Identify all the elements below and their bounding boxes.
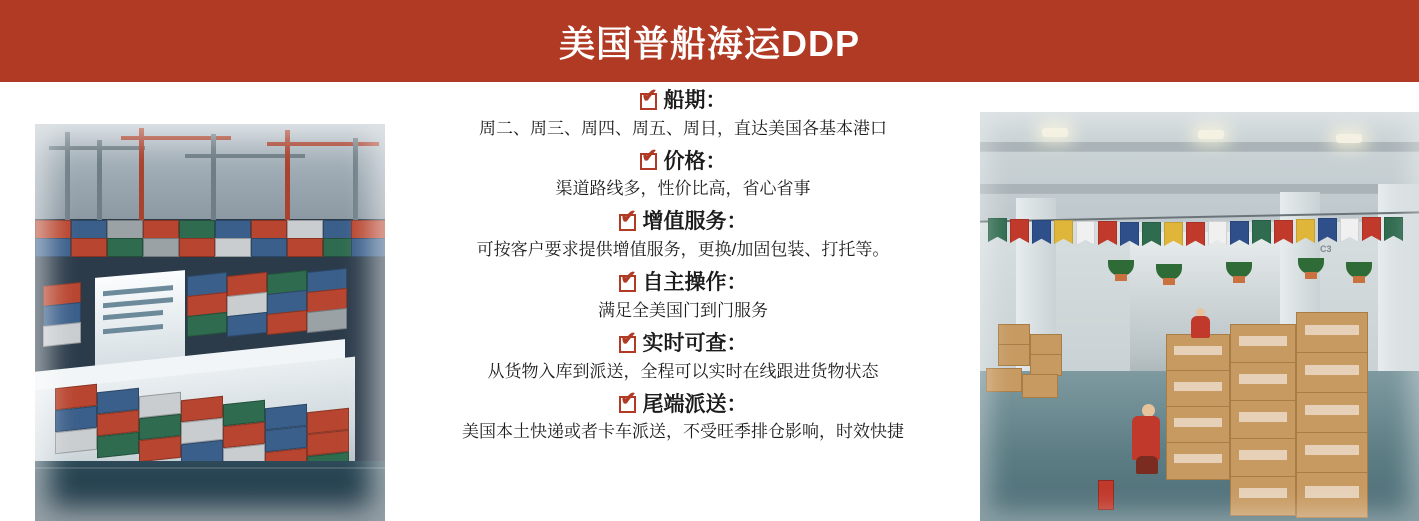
feature-description: 渠道路线多，性价比高，省心省事 bbox=[555, 179, 811, 199]
shipping-container bbox=[179, 220, 215, 239]
shipping-container bbox=[187, 312, 227, 337]
crane-boom bbox=[49, 146, 145, 150]
check-box-icon: ✔ bbox=[640, 93, 657, 110]
ceiling-lamp bbox=[1042, 128, 1068, 137]
worker-legs bbox=[1136, 456, 1158, 474]
shipping-container bbox=[227, 312, 267, 337]
worker-torso bbox=[1191, 316, 1210, 338]
cardboard-box bbox=[1166, 406, 1230, 444]
feature-title: 自主操作： bbox=[642, 271, 748, 295]
feature-description: 可按客户要求提供增值服务，更换/加固包装、打托等。 bbox=[476, 240, 890, 260]
feature-heading bbox=[640, 146, 727, 175]
cardboard-box bbox=[1230, 400, 1296, 440]
page-title: 美国普船海运DDP bbox=[558, 22, 860, 64]
shipping-container bbox=[97, 432, 139, 458]
aisle-sign: C3 bbox=[1320, 244, 1332, 254]
shipping-container bbox=[179, 238, 215, 257]
container-ship-at-port-photo bbox=[35, 124, 385, 521]
shipping-container bbox=[143, 238, 179, 257]
feature-list bbox=[390, 82, 976, 521]
cardboard-box bbox=[1230, 438, 1296, 478]
list-item bbox=[390, 209, 976, 261]
page-banner bbox=[0, 0, 1419, 82]
shipping-container bbox=[215, 220, 251, 239]
feature-title: 尾端派送： bbox=[642, 392, 748, 416]
shipping-container bbox=[287, 238, 323, 257]
list-item bbox=[390, 328, 976, 383]
bridge-window bbox=[103, 310, 163, 320]
ceiling-beam bbox=[980, 184, 1419, 193]
cardboard-box bbox=[1296, 392, 1368, 434]
feature-title: 船期： bbox=[663, 89, 727, 112]
cardboard-box bbox=[1166, 442, 1230, 480]
cardboard-box bbox=[1296, 472, 1368, 518]
feature-description: 周二、周三、周四、周五、周日，直达美国各基本港口 bbox=[479, 118, 887, 138]
shipping-container bbox=[143, 220, 179, 239]
feature-title: 实时可查： bbox=[642, 331, 748, 355]
list-item bbox=[390, 85, 976, 140]
shipping-container bbox=[287, 220, 323, 239]
feature-heading bbox=[619, 209, 748, 235]
check-box-icon: ✔ bbox=[640, 153, 657, 170]
shipping-container bbox=[55, 428, 97, 454]
shipping-container bbox=[71, 220, 107, 239]
crane-boom bbox=[267, 142, 379, 146]
check-box-icon: ✔ bbox=[619, 396, 636, 413]
content-stage bbox=[0, 82, 1419, 521]
ceiling-beam bbox=[980, 142, 1419, 151]
shipping-container bbox=[251, 220, 287, 239]
feature-title: 增值服务： bbox=[642, 210, 748, 234]
cardboard-box bbox=[1230, 476, 1296, 516]
shipping-container bbox=[251, 238, 287, 257]
shipping-container bbox=[351, 220, 385, 239]
cardboard-box bbox=[1030, 334, 1062, 356]
worker-torso bbox=[1132, 416, 1160, 460]
harbor-water bbox=[35, 461, 385, 521]
feature-description: 满足全美国门到门服务 bbox=[598, 300, 768, 320]
shipping-container bbox=[307, 308, 347, 333]
shipping-container bbox=[351, 238, 385, 257]
warehouse-interior-photo bbox=[980, 112, 1419, 521]
shipping-container bbox=[107, 220, 143, 239]
feature-title: 价格： bbox=[663, 149, 727, 173]
cardboard-box bbox=[1022, 374, 1058, 398]
cardboard-box bbox=[998, 344, 1030, 366]
feature-description: 美国本土快递或者卡车派送，不受旺季排仓影响，时效快捷 bbox=[462, 422, 904, 442]
feature-description: 从货物入库到派送，全程可以实时在线跟进货物状态 bbox=[487, 361, 879, 381]
shipping-container bbox=[107, 238, 143, 257]
shipping-container bbox=[35, 238, 71, 257]
check-box-icon: ✔ bbox=[619, 275, 636, 292]
bridge-window bbox=[103, 285, 173, 296]
cardboard-box bbox=[1296, 432, 1368, 474]
cardboard-box bbox=[1230, 362, 1296, 402]
cardboard-box bbox=[1296, 312, 1368, 354]
check-box-icon: ✔ bbox=[619, 336, 636, 353]
ceiling-lamp bbox=[1336, 134, 1362, 143]
feature-heading bbox=[640, 85, 727, 114]
cardboard-box bbox=[1166, 370, 1230, 408]
bridge-window bbox=[103, 324, 163, 334]
shipping-container bbox=[139, 436, 181, 462]
fire-extinguisher bbox=[1098, 480, 1114, 510]
cardboard-box bbox=[998, 324, 1030, 346]
feature-heading bbox=[619, 328, 748, 357]
shipping-container bbox=[267, 310, 307, 335]
cardboard-box bbox=[1296, 352, 1368, 394]
shipping-container bbox=[215, 238, 251, 257]
list-item bbox=[390, 389, 976, 444]
list-item bbox=[390, 146, 976, 201]
shipping-container bbox=[35, 220, 71, 239]
cardboard-box bbox=[986, 368, 1022, 392]
feature-heading bbox=[619, 267, 748, 296]
check-box-icon: ✔ bbox=[619, 214, 636, 231]
shipping-container bbox=[71, 238, 107, 257]
feature-heading bbox=[619, 389, 748, 418]
cardboard-box bbox=[1230, 324, 1296, 364]
cardboard-box bbox=[1030, 354, 1062, 376]
ceiling-lamp bbox=[1198, 130, 1224, 139]
cardboard-box bbox=[1166, 334, 1230, 372]
list-item bbox=[390, 267, 976, 322]
shipping-container bbox=[43, 322, 81, 347]
bridge-window bbox=[103, 297, 173, 308]
